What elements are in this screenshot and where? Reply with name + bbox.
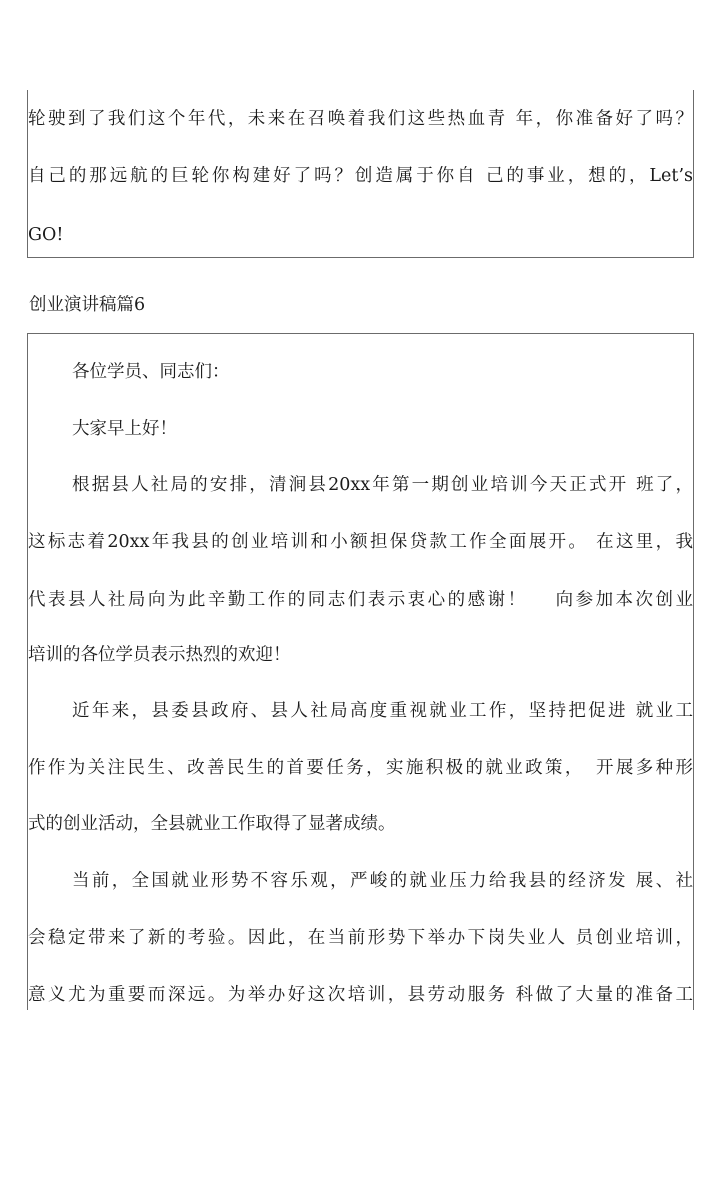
text-line: 自己的那远航的巨轮你构建好了吗？创造属于你自 己的事业，想的，Let’s xyxy=(28,166,693,186)
paragraph-line: 意义尤为重要而深远。为举办好这次培训，县劳动服务 科做了大量的准备工 xyxy=(28,985,693,1005)
speech-box xyxy=(27,333,694,1010)
text-line: 轮驶到了我们这个年代，未来在召唤着我们这些热血青 年，你准备好了吗？ xyxy=(28,109,693,129)
greeting: 大家早上好！ xyxy=(72,419,177,439)
paragraph-line: 根据县人社局的安排，清涧县20xx年第一期创业培训今天正式开 班了， xyxy=(72,475,693,495)
paragraph-line: 近年来，县委县政府、县人社局高度重视就业工作，坚持把促进 就业工 xyxy=(72,701,693,721)
paragraph-line: 会稳定带来了新的考验。因此，在当前形势下举办下岗失业人 员创业培训， xyxy=(28,928,693,948)
text-line: GO! xyxy=(28,225,64,245)
previous-section-box xyxy=(27,90,694,258)
paragraph-line: 式的创业活动，全县就业工作取得了显著成绩。 xyxy=(28,814,396,834)
salutation: 各位学员、同志们： xyxy=(72,362,230,382)
paragraph-line: 培训的各位学员表示热烈的欢迎！ xyxy=(28,645,291,665)
paragraph-line: 这标志着20xx年我县的创业培训和小额担保贷款工作全面展开。 在这里，我 xyxy=(28,532,693,552)
paragraph-line: 作作为关注民生、改善民生的首要任务，实施积极的就业政策， 开展多种形 xyxy=(28,758,693,778)
paragraph-line: 当前，全国就业形势不容乐观，严峻的就业压力给我县的经济发 展、社 xyxy=(72,871,693,891)
paragraph-line: 代表县人社局向为此辛勤工作的同志们表示衷心的感谢！ 向参加本次创业 xyxy=(28,590,693,610)
section-heading: 创业演讲稿篇6 xyxy=(29,295,146,315)
